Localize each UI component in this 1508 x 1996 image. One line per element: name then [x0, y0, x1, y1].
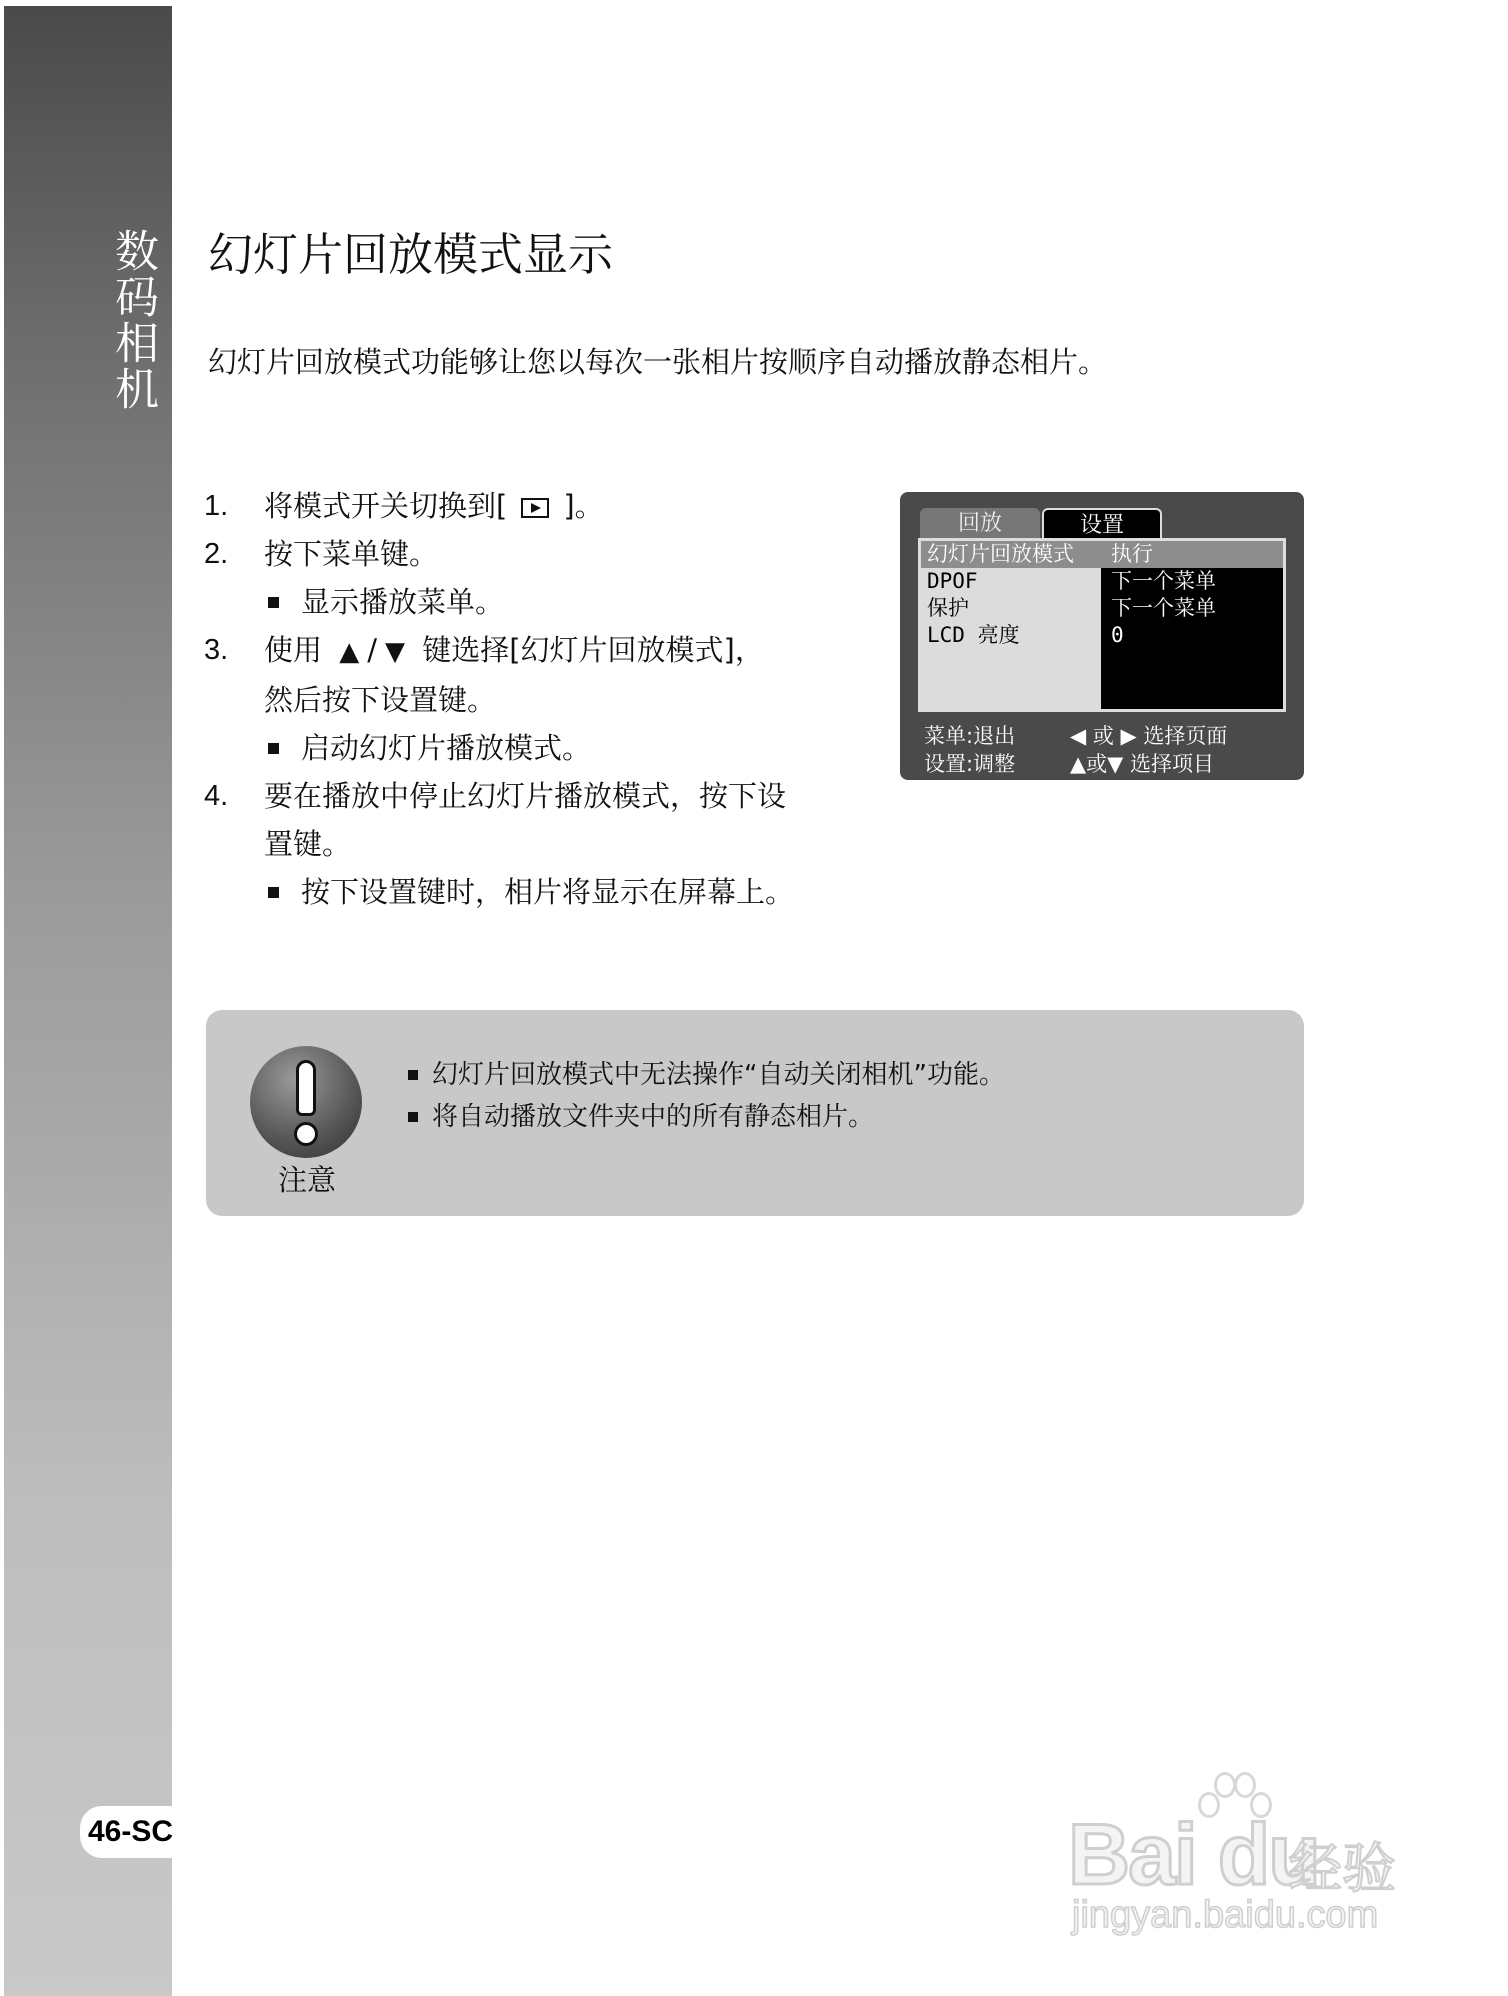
page-title: 幻灯片回放模式显示 — [208, 228, 614, 281]
step-number: 1. — [204, 490, 229, 522]
steps-list — [204, 482, 884, 916]
sidebar-title: 数码相机 — [107, 228, 158, 412]
lcd-row-value: 下一个菜单 — [1111, 596, 1216, 620]
step-2-sub — [264, 578, 884, 626]
step-1 — [204, 482, 884, 530]
sub-text: 启动幻灯片播放模式。 — [301, 731, 592, 765]
lcd-row-value: 0 — [1111, 623, 1124, 647]
tab-playback: 回放 — [920, 508, 1040, 540]
step-3-sub — [264, 724, 884, 772]
lcd-footer-page-hint: ◀ 或 ▶ 选择页面 — [1070, 724, 1228, 748]
watermark-product: 经验 — [1288, 1837, 1396, 1900]
note-box — [206, 1010, 1304, 1216]
lcd-menu-screenshot — [900, 492, 1304, 780]
step-text-line2: 然后按下设置键。 — [264, 683, 497, 717]
bullet-icon — [268, 597, 279, 608]
bullet-icon — [268, 887, 279, 898]
exclamation-icon — [250, 1046, 362, 1158]
lcd-row-value: 执行 — [1111, 542, 1153, 566]
step-2 — [204, 530, 884, 578]
step-text: 要在播放中停止幻灯片播放模式，按下设 — [264, 779, 787, 813]
slash-text: / — [367, 633, 378, 667]
step-number: 4. — [204, 780, 229, 812]
baidu-watermark — [1068, 1770, 1428, 1940]
step-3 — [204, 626, 884, 724]
step-4 — [204, 772, 884, 868]
lcd-row-label: LCD 亮度 — [927, 623, 1020, 647]
bullet-icon — [268, 743, 279, 754]
step-text: ]。 — [563, 489, 604, 523]
step-text: 键选择[幻灯片回放模式]， — [422, 633, 764, 667]
step-text: 按下菜单键。 — [264, 537, 439, 571]
note-list — [408, 1054, 1005, 1138]
sub-text: 显示播放菜单。 — [301, 585, 505, 619]
sub-text: 按下设置键时，相片将显示在屏幕上。 — [301, 875, 795, 909]
lcd-row-value: 下一个菜单 — [1111, 569, 1216, 593]
note-item — [408, 1096, 1005, 1138]
lcd-menu-panel — [918, 538, 1286, 712]
bullet-icon — [408, 1112, 418, 1122]
lcd-footer-menu-exit: 菜单:退出 — [924, 724, 1016, 748]
note-item — [408, 1054, 1005, 1096]
lcd-row — [921, 568, 1283, 595]
lcd-row-label: 幻灯片回放模式 — [927, 542, 1074, 566]
step-text: 将模式开关切换到[ — [264, 489, 508, 523]
lcd-footer-item-hint: ▲或▼ 选择项目 — [1070, 752, 1214, 776]
watermark-brand: Bai du — [1068, 1807, 1319, 1903]
lcd-row-label: 保护 — [927, 596, 969, 620]
down-arrow-icon: ▼ — [385, 637, 406, 667]
step-number: 3. — [204, 634, 229, 666]
lcd-row — [921, 595, 1283, 622]
step-4-sub — [264, 868, 884, 916]
up-arrow-icon: ▲ — [339, 637, 360, 667]
step-text-line2: 置键。 — [264, 827, 352, 861]
lcd-row — [921, 541, 1283, 568]
tab-setup: 设置 — [1042, 508, 1162, 540]
step-number: 2. — [204, 538, 229, 570]
bullet-icon — [408, 1070, 418, 1080]
lcd-row-label: DPOF — [927, 569, 978, 593]
lcd-row — [921, 622, 1283, 649]
page-number: 46-SC — [80, 1806, 186, 1858]
note-item-text: 将自动播放文件夹中的所有静态相片。 — [432, 1102, 875, 1132]
watermark-url: jingyan.baidu.com — [1072, 1894, 1379, 1936]
step-text: 使用 — [264, 633, 323, 667]
sidebar — [4, 6, 172, 1996]
note-item-text: 幻灯片回放模式中无法操作“自动关闭相机”功能。 — [432, 1060, 1005, 1090]
lcd-footer-set-adjust: 设置:调整 — [924, 752, 1016, 776]
intro-text: 幻灯片回放模式功能够让您以每次一张相片按顺序自动播放静态相片。 — [208, 345, 1108, 379]
playback-icon — [521, 498, 549, 518]
note-label: 注意 — [278, 1163, 337, 1197]
